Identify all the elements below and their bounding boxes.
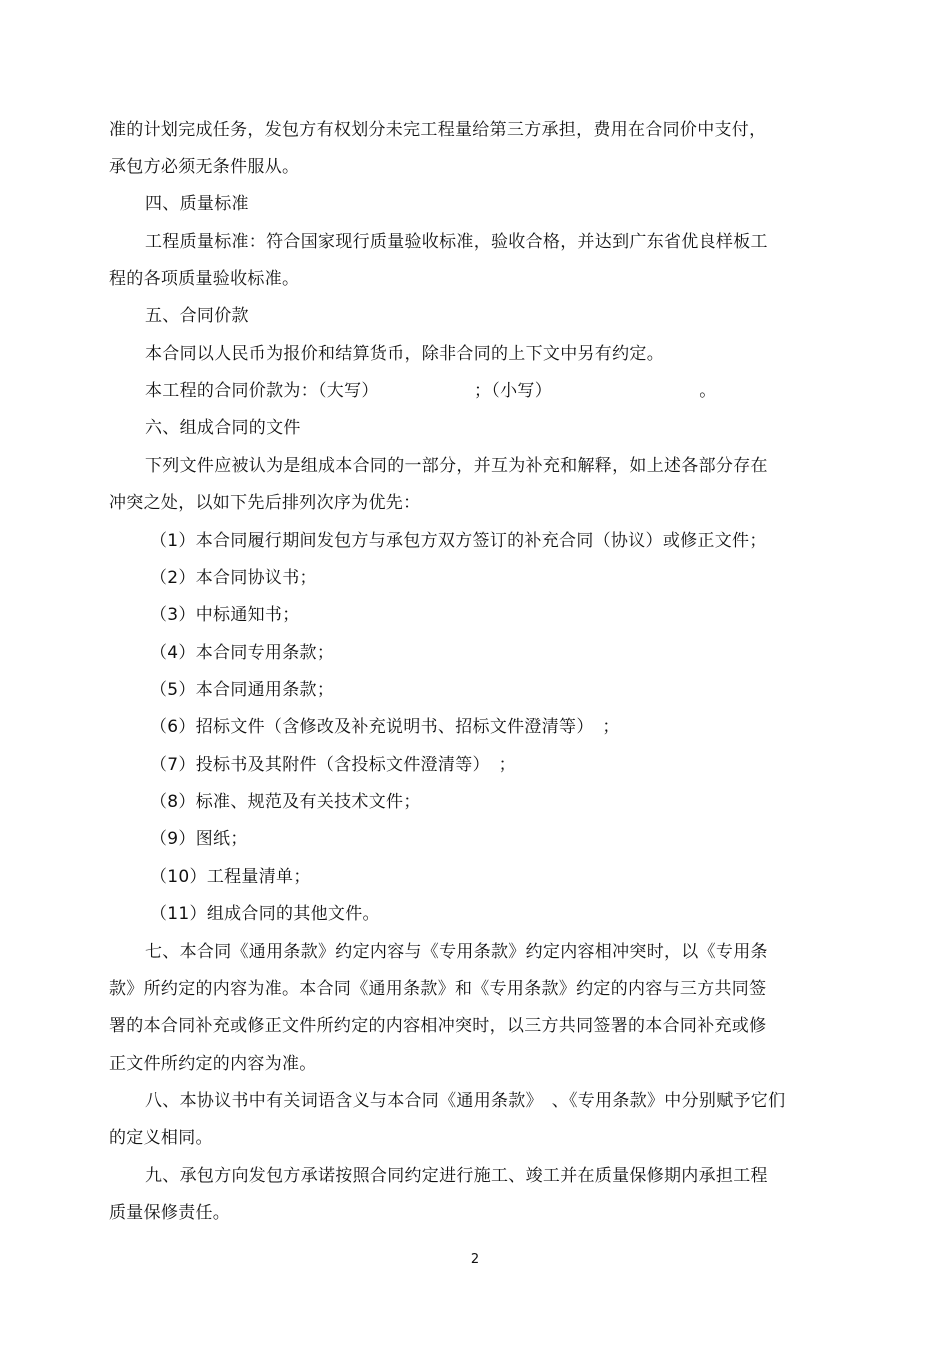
- text-line: 下列文件应被认为是组成本合同的一部分，并互为补充和解释，如上述各部分存在: [145, 456, 768, 476]
- text-line: 款》所约定的内容为准。本合同《通用条款》和《专用条款》约定的内容与三方共同签: [109, 979, 767, 999]
- list-item: （1）本合同履行期间发包方与承包方双方签订的补充合同（协议）或修正文件；: [150, 531, 767, 551]
- list-item: （11）组成合同的其他文件。: [150, 904, 380, 924]
- text-line: 本工程的合同价款为：（大写） ；（小写） 。: [145, 381, 717, 401]
- text-line: 九、承包方向发包方承诺按照合同约定进行施工、竣工并在质量保修期内承担工程: [145, 1166, 768, 1186]
- list-item: （7）投标书及其附件（含投标文件澄清等） ；: [150, 755, 516, 775]
- list-item: （5）本合同通用条款；: [150, 680, 335, 700]
- list-item: （4）本合同专用条款；: [150, 643, 335, 663]
- list-item: （10）工程量清单；: [150, 867, 311, 887]
- text-line: 质量保修责任。: [109, 1203, 231, 1223]
- text-line: 准的计划完成任务，发包方有权划分未完工程量给第三方承担，费用在合同价中支付，: [109, 120, 767, 140]
- text-line: 工程质量标准：符合国家现行质量验收标准，验收合格，并达到广东省优良样板工: [145, 232, 768, 252]
- section-heading: 六、组成合同的文件: [145, 418, 301, 438]
- text-line: 的定义相同。: [109, 1128, 213, 1148]
- page-number: 2: [470, 1252, 480, 1267]
- section-heading: 四、质量标准: [145, 194, 249, 214]
- text-line: 八、本协议书中有关词语含义与本合同《通用条款》 、《专用条款》中分别赋予它们: [145, 1091, 786, 1111]
- list-item: （8）标准、规范及有关技术文件；: [150, 792, 421, 812]
- text-line: 正文件所约定的内容为准。: [109, 1054, 317, 1074]
- section-heading: 五、合同价款: [145, 306, 249, 326]
- text-line: 本合同以人民币为报价和结算货币，除非合同的上下文中另有约定。: [145, 344, 664, 364]
- list-item: （9）图纸；: [150, 829, 248, 849]
- text-line: 七、本合同《通用条款》约定内容与《专用条款》约定内容相冲突时，以《专用条: [145, 942, 768, 962]
- text-line: 承包方必须无条件服从。: [109, 157, 300, 177]
- text-line: 冲突之处，以如下先后排列次序为优先：: [109, 493, 421, 513]
- list-item: （3）中标通知书；: [150, 605, 300, 625]
- text-line: 署的本合同补充或修正文件所约定的内容相冲突时，以三方共同签署的本合同补充或修: [109, 1016, 767, 1036]
- text-line: 程的各项质量验收标准。: [109, 269, 300, 289]
- list-item: （6）招标文件（含修改及补充说明书、招标文件澄清等） ；: [150, 717, 620, 737]
- list-item: （2）本合同协议书；: [150, 568, 317, 588]
